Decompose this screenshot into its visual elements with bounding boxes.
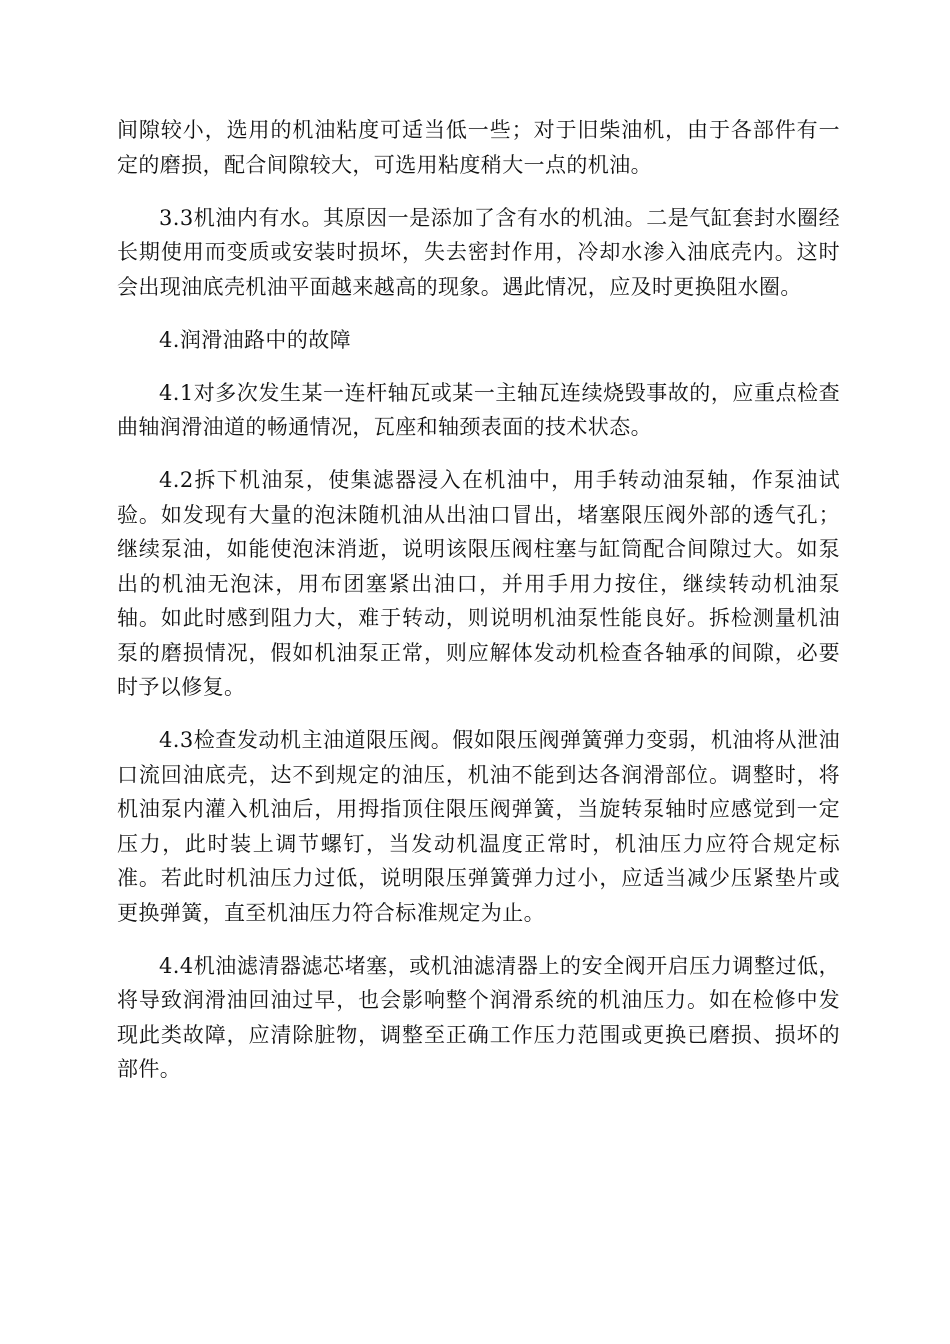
document-body: [117, 113, 840, 1087]
paragraph-4-3: 4.3检查发动机主油道限压阀。假如限压阀弹簧弹力变弱，机油将从泄油口流回油底壳，达不到规定的油压，机油不能到达各润滑部位。调整时，将机油泵内灌入机油后，用拇指顶住限压阀弹簧，当旋转泵轴时应感觉到一定压力，此时装上调节螺钉，当发动机温度正常时，机油压力应符合规定标准。若此时机油压力过低，说明限压弹簧弹力过小，应适当减少压紧垫片或更换弹簧，直至机油压力符合标准规定为止。: [117, 728, 840, 925]
paragraph-4-4: 4.4机油滤清器滤芯堵塞，或机油滤清器上的安全阀开启压力调整过低，将导致润滑油回油过早，也会影响整个润滑系统的机油压力。如在检修中发现此类故障，应清除脏物，调整至正确工作压力范围或更换已磨损、损坏的部件。: [117, 953, 840, 1081]
paragraph-continuation: 间隙较小，选用的机油粘度可适当低一些；对于旧柴油机，由于各部件有一定的磨损，配合间隙较大，可选用粘度稍大一点的机油。: [117, 118, 840, 177]
paragraph-4-2: 4.2拆下机油泵，使集滤器浸入在机油中，用手转动油泵轴，作泵油试验。如发现有大量的泡沫随机油从出油口冒出，堵塞限压阀外部的透气孔；继续泵油，如能使泡沫消逝，说明该限压阀柱塞与缸筒配合间隙过大。如泵出的机油无泡沫，用布团塞紧出油口，并用手用力按住，继续转动机油泵轴。如此时感到阻力大，难于转动，则说明机油泵性能良好。拆检测量机油泵的磨损情况，假如机油泵正常，则应解体发动机检查各轴承的间隙，必要时予以修复。: [117, 468, 840, 699]
paragraph-3-3: 3.3机油内有水。其原因一是添加了含有水的机油。二是气缸套封水圈经长期使用而变质或安装时损坏，失去密封作用，冷却水渗入油底壳内。这时会出现油底壳机油平面越来越高的现象。遇此情况，应及时更换阻水圈。: [117, 205, 840, 299]
section-heading-4: 4.润滑油路中的故障: [159, 327, 352, 352]
paragraph-4-1: 4.1对多次发生某一连杆轴瓦或某一主轴瓦连续烧毁事故的，应重点检查曲轴润滑油道的畅通情况，瓦座和轴颈表面的技术状态。: [117, 380, 840, 439]
